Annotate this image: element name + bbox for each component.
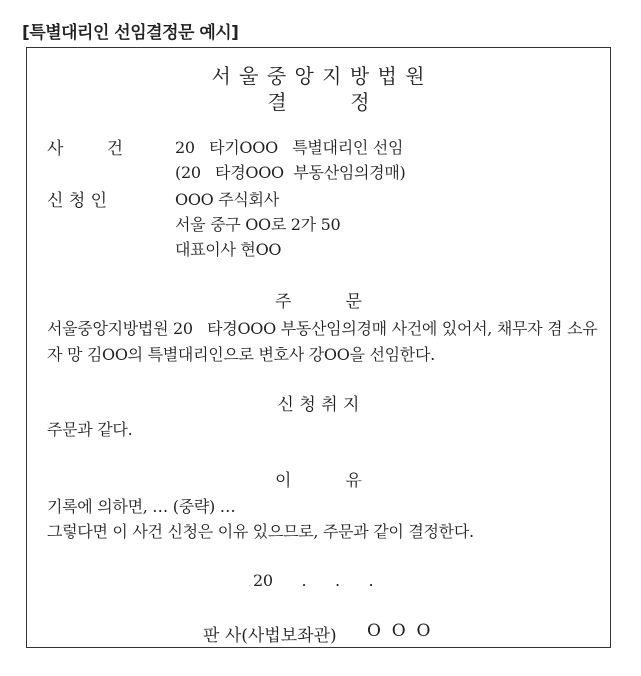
document-kind: 결 정 — [267, 90, 370, 114]
judge-name: O O O — [367, 621, 431, 641]
case-number: 20 타기OOO 특별대리인 선임 — [175, 138, 404, 157]
purpose-heading: 신 청 취 지 — [277, 395, 360, 415]
order-line-1: 서울중앙지방법원 20 타경OOO 부동산임의경매 사건에 있어서, 채무자 겸 소유 — [47, 319, 598, 338]
reasons-heading: 이 유 — [275, 471, 362, 491]
reasons-line-2: 그렇다면 이 사건 신청은 이유 있으므로, 주문과 같이 결정한다. — [47, 522, 474, 541]
applicant-label: 신 청 인 — [47, 191, 108, 211]
page-heading: [특별대리인 선임결정문 예시] — [22, 23, 239, 43]
applicant-name: OOO 주식회사 — [175, 190, 279, 209]
applicant-representative: 대표이사 현OO — [175, 240, 282, 259]
case-label: 사 건 — [47, 139, 124, 159]
decision-date: 20 . . . — [253, 571, 374, 590]
court-name: 서 울 중 앙 지 방 법 원 — [211, 64, 426, 88]
judge-title: 판 사(사법보좌관) — [203, 626, 337, 646]
order-heading: 주 문 — [275, 292, 362, 312]
reasons-line-1: 기록에 의하면, … (중략) … — [47, 497, 236, 516]
applicant-address: 서울 중구 OO로 2가 50 — [175, 215, 341, 234]
decision-document — [26, 47, 611, 648]
order-line-2: 자 망 김OO의 특별대리인으로 변호사 강OO을 선임한다. — [47, 345, 435, 364]
related-case: (20 타경OOO 부동산임의경매) — [175, 163, 406, 182]
purpose-text: 주문과 같다. — [47, 420, 133, 439]
